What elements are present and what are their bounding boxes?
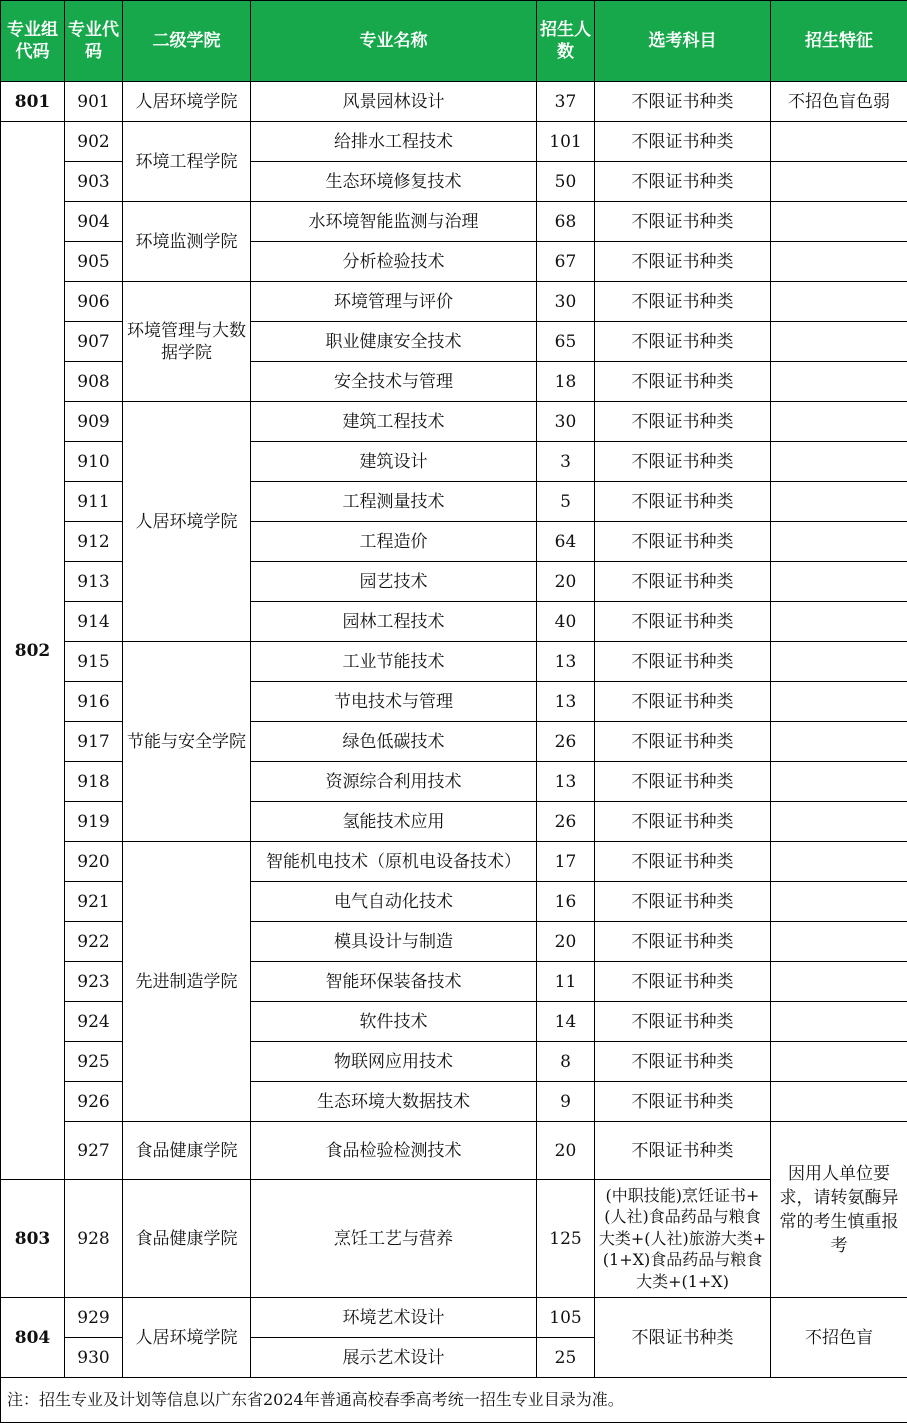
major-code-cell: 915 — [65, 642, 123, 682]
subjects-cell: 不限证书种类 — [595, 1042, 771, 1082]
major-name-cell: 绿色低碳技术 — [251, 722, 537, 762]
feature-cell — [771, 322, 907, 362]
major-code-cell: 916 — [65, 682, 123, 722]
major-code-cell: 909 — [65, 402, 123, 442]
feature-cell — [771, 722, 907, 762]
major-code-cell: 930 — [65, 1338, 123, 1378]
subjects-cell: 不限证书种类 — [595, 202, 771, 242]
feature-cell — [771, 162, 907, 202]
major-code-cell: 914 — [65, 602, 123, 642]
table-row — [1, 82, 907, 122]
subjects-cell: 不限证书种类 — [595, 642, 771, 682]
major-name-cell: 工程造价 — [251, 522, 537, 562]
enroll-cell: 67 — [537, 242, 595, 282]
enroll-cell: 3 — [537, 442, 595, 482]
enroll-cell: 105 — [537, 1298, 595, 1338]
major-code-cell: 905 — [65, 242, 123, 282]
major-code-cell: 919 — [65, 802, 123, 842]
header-feature: 招生特征 — [771, 1, 907, 82]
major-name-cell: 模具设计与制造 — [251, 922, 537, 962]
enroll-cell: 20 — [537, 562, 595, 602]
feature-cell — [771, 882, 907, 922]
enroll-cell: 64 — [537, 522, 595, 562]
major-name-cell: 食品检验检测技术 — [251, 1122, 537, 1180]
enroll-cell: 20 — [537, 1122, 595, 1180]
feature-cell — [771, 522, 907, 562]
major-code-cell: 923 — [65, 962, 123, 1002]
enroll-cell: 13 — [537, 762, 595, 802]
subjects-cell: 不限证书种类 — [595, 1298, 771, 1378]
enroll-cell: 9 — [537, 1082, 595, 1122]
enroll-cell: 8 — [537, 1042, 595, 1082]
feature-cell — [771, 762, 907, 802]
major-code-cell: 928 — [65, 1180, 123, 1298]
feature-cell: 因用人单位要求，请转氨酶异常的考生慎重报考 — [771, 1122, 907, 1298]
major-code-cell: 921 — [65, 882, 123, 922]
major-name-cell: 给排水工程技术 — [251, 122, 537, 162]
enroll-cell: 65 — [537, 322, 595, 362]
subjects-cell: 不限证书种类 — [595, 1082, 771, 1122]
header-college: 二级学院 — [123, 1, 251, 82]
college-cell: 食品健康学院 — [123, 1180, 251, 1298]
major-code-cell: 926 — [65, 1082, 123, 1122]
subjects-cell: 不限证书种类 — [595, 522, 771, 562]
major-name-cell: 电气自动化技术 — [251, 882, 537, 922]
feature-cell — [771, 362, 907, 402]
feature-cell — [771, 402, 907, 442]
group-code-cell: 804 — [1, 1298, 65, 1378]
college-cell: 先进制造学院 — [123, 842, 251, 1122]
major-name-cell: 建筑工程技术 — [251, 402, 537, 442]
feature-cell — [771, 282, 907, 322]
feature-cell — [771, 1082, 907, 1122]
major-code-cell: 910 — [65, 442, 123, 482]
major-name-cell: 资源综合利用技术 — [251, 762, 537, 802]
major-name-cell: 烹饪工艺与营养 — [251, 1180, 537, 1298]
major-name-cell: 工程测量技术 — [251, 482, 537, 522]
subjects-cell: 不限证书种类 — [595, 682, 771, 722]
subjects-cell: 不限证书种类 — [595, 82, 771, 122]
major-name-cell: 物联网应用技术 — [251, 1042, 537, 1082]
enroll-cell: 13 — [537, 642, 595, 682]
feature-cell — [771, 922, 907, 962]
major-code-cell: 908 — [65, 362, 123, 402]
enroll-cell: 26 — [537, 722, 595, 762]
major-name-cell: 智能环保装备技术 — [251, 962, 537, 1002]
feature-cell — [771, 442, 907, 482]
feature-cell — [771, 962, 907, 1002]
enroll-cell: 50 — [537, 162, 595, 202]
header-subjects: 选考科目 — [595, 1, 771, 82]
subjects-cell: 不限证书种类 — [595, 362, 771, 402]
major-code-cell: 907 — [65, 322, 123, 362]
subjects-cell: 不限证书种类 — [595, 1002, 771, 1042]
enroll-cell: 26 — [537, 802, 595, 842]
major-name-cell: 园林工程技术 — [251, 602, 537, 642]
major-code-cell: 902 — [65, 122, 123, 162]
header-major-name: 专业名称 — [251, 1, 537, 82]
enroll-cell: 13 — [537, 682, 595, 722]
college-cell: 环境管理与大数据学院 — [123, 282, 251, 402]
subjects-cell: (中职技能)烹饪证书+(人社)食品药品与粮食大类+(人社)旅游大类+(1+X)食品药品与粮食大类+(1+X) — [595, 1180, 771, 1298]
feature-cell — [771, 1042, 907, 1082]
enroll-cell: 17 — [537, 842, 595, 882]
major-code-cell: 903 — [65, 162, 123, 202]
subjects-cell: 不限证书种类 — [595, 1122, 771, 1180]
major-name-cell: 安全技术与管理 — [251, 362, 537, 402]
subjects-cell: 不限证书种类 — [595, 602, 771, 642]
enroll-cell: 40 — [537, 602, 595, 642]
major-name-cell: 分析检验技术 — [251, 242, 537, 282]
major-code-cell: 911 — [65, 482, 123, 522]
major-name-cell: 园艺技术 — [251, 562, 537, 602]
header-enroll: 招生人数 — [537, 1, 595, 82]
table-row — [1, 842, 907, 882]
major-name-cell: 氢能技术应用 — [251, 802, 537, 842]
feature-cell — [771, 842, 907, 882]
enroll-cell: 25 — [537, 1338, 595, 1378]
college-cell: 人居环境学院 — [123, 1298, 251, 1378]
table-row — [1, 1298, 907, 1338]
enroll-cell: 101 — [537, 122, 595, 162]
enroll-cell: 37 — [537, 82, 595, 122]
college-cell: 环境监测学院 — [123, 202, 251, 282]
subjects-cell: 不限证书种类 — [595, 482, 771, 522]
group-code-cell: 803 — [1, 1180, 65, 1298]
feature-cell — [771, 122, 907, 162]
table-row — [1, 202, 907, 242]
major-name-cell: 生态环境大数据技术 — [251, 1082, 537, 1122]
major-name-cell: 生态环境修复技术 — [251, 162, 537, 202]
major-name-cell: 水环境智能监测与治理 — [251, 202, 537, 242]
major-code-cell: 924 — [65, 1002, 123, 1042]
major-name-cell: 风景园林设计 — [251, 82, 537, 122]
table-row — [1, 642, 907, 682]
major-name-cell: 节电技术与管理 — [251, 682, 537, 722]
subjects-cell: 不限证书种类 — [595, 842, 771, 882]
enroll-cell: 14 — [537, 1002, 595, 1042]
subjects-cell: 不限证书种类 — [595, 562, 771, 602]
header-major-code: 专业代码 — [65, 1, 123, 82]
enroll-cell: 16 — [537, 882, 595, 922]
college-cell: 食品健康学院 — [123, 1122, 251, 1180]
major-name-cell: 软件技术 — [251, 1002, 537, 1042]
feature-cell — [771, 642, 907, 682]
major-name-cell: 智能机电技术（原机电设备技术） — [251, 842, 537, 882]
subjects-cell: 不限证书种类 — [595, 402, 771, 442]
major-code-cell: 904 — [65, 202, 123, 242]
subjects-cell: 不限证书种类 — [595, 962, 771, 1002]
subjects-cell: 不限证书种类 — [595, 162, 771, 202]
major-name-cell: 建筑设计 — [251, 442, 537, 482]
enroll-cell: 125 — [537, 1180, 595, 1298]
subjects-cell: 不限证书种类 — [595, 442, 771, 482]
enroll-cell: 11 — [537, 962, 595, 1002]
subjects-cell: 不限证书种类 — [595, 922, 771, 962]
feature-cell: 不招色盲 — [771, 1298, 907, 1378]
feature-cell — [771, 482, 907, 522]
major-code-cell: 901 — [65, 82, 123, 122]
note-row — [1, 1378, 907, 1423]
enroll-cell: 30 — [537, 282, 595, 322]
major-code-cell: 929 — [65, 1298, 123, 1338]
major-code-cell: 920 — [65, 842, 123, 882]
table-row — [1, 122, 907, 162]
table-row — [1, 402, 907, 442]
major-code-cell: 913 — [65, 562, 123, 602]
enroll-cell: 68 — [537, 202, 595, 242]
footnote: 注：招生专业及计划等信息以广东省2024年普通高校春季高考统一招生专业目录为准。 — [1, 1378, 907, 1423]
major-code-cell: 927 — [65, 1122, 123, 1180]
major-name-cell: 环境艺术设计 — [251, 1298, 537, 1338]
feature-cell — [771, 682, 907, 722]
subjects-cell: 不限证书种类 — [595, 242, 771, 282]
header-group-code: 专业组代码 — [1, 1, 65, 82]
table-row — [1, 282, 907, 322]
subjects-cell: 不限证书种类 — [595, 722, 771, 762]
subjects-cell: 不限证书种类 — [595, 122, 771, 162]
major-code-cell: 917 — [65, 722, 123, 762]
major-name-cell: 工业节能技术 — [251, 642, 537, 682]
feature-cell — [771, 602, 907, 642]
major-code-cell: 922 — [65, 922, 123, 962]
major-name-cell: 展示艺术设计 — [251, 1338, 537, 1378]
feature-cell — [771, 562, 907, 602]
college-cell: 环境工程学院 — [123, 122, 251, 202]
group-code-cell: 802 — [1, 122, 65, 1180]
college-cell: 人居环境学院 — [123, 82, 251, 122]
feature-cell — [771, 802, 907, 842]
feature-cell — [771, 1002, 907, 1042]
group-code-cell: 801 — [1, 82, 65, 122]
enroll-cell: 18 — [537, 362, 595, 402]
college-cell: 节能与安全学院 — [123, 642, 251, 842]
enroll-cell: 30 — [537, 402, 595, 442]
major-name-cell: 环境管理与评价 — [251, 282, 537, 322]
major-code-cell: 906 — [65, 282, 123, 322]
subjects-cell: 不限证书种类 — [595, 762, 771, 802]
header-row — [1, 1, 907, 82]
subjects-cell: 不限证书种类 — [595, 282, 771, 322]
major-code-cell: 925 — [65, 1042, 123, 1082]
feature-cell — [771, 242, 907, 282]
major-name-cell: 职业健康安全技术 — [251, 322, 537, 362]
major-code-cell: 918 — [65, 762, 123, 802]
subjects-cell: 不限证书种类 — [595, 802, 771, 842]
college-cell: 人居环境学院 — [123, 402, 251, 642]
feature-cell: 不招色盲色弱 — [771, 82, 907, 122]
enroll-cell: 5 — [537, 482, 595, 522]
subjects-cell: 不限证书种类 — [595, 882, 771, 922]
feature-cell — [771, 202, 907, 242]
table-row — [1, 1122, 907, 1180]
major-code-cell: 912 — [65, 522, 123, 562]
enroll-cell: 20 — [537, 922, 595, 962]
subjects-cell: 不限证书种类 — [595, 322, 771, 362]
